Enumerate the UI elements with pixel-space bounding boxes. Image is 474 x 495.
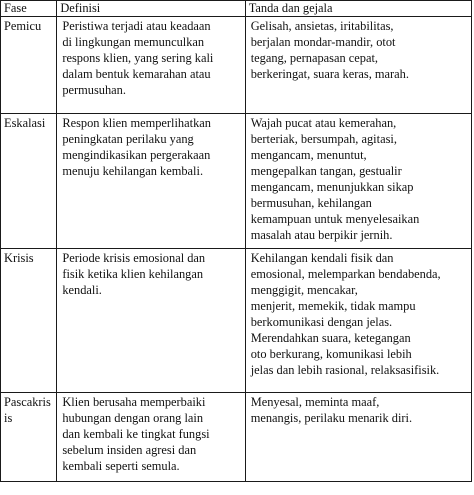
definition-line: peningkatan perilaku yang bbox=[62, 132, 194, 146]
signs-line: bermusuhan, kehilangan bbox=[250, 196, 372, 210]
signs-line: mengancam, menunjukkan sikap bbox=[250, 180, 414, 194]
definition-line: kembali seperti semula. bbox=[62, 459, 180, 473]
signs-line: menggigit, mencakar, bbox=[250, 283, 358, 297]
header-signs: Tanda dan gejala bbox=[245, 1, 471, 17]
table-header-row bbox=[1, 1, 472, 17]
signs-cell bbox=[245, 393, 471, 482]
definition-line: Respon klien memperlihatkan bbox=[62, 116, 211, 130]
phase-line: Pascakris bbox=[4, 395, 51, 409]
definition-line: Periode krisis emosional dan bbox=[62, 251, 206, 265]
table-row bbox=[1, 249, 472, 393]
signs-line: emosional, melemparkan bendabenda, bbox=[250, 267, 441, 281]
signs-cell bbox=[245, 114, 471, 249]
signs-line: Gelisah, ansietas, iritabilitas, bbox=[250, 19, 394, 33]
signs-cell bbox=[245, 249, 471, 393]
signs-line: menangis, perilaku menarik diri. bbox=[250, 411, 413, 425]
phase-line: Pemicu bbox=[4, 19, 42, 33]
header-phase: Fase bbox=[1, 1, 57, 17]
definition-line: di lingkungan memunculkan bbox=[62, 35, 205, 49]
signs-line: masalah atau berpikir jernih. bbox=[250, 228, 393, 242]
definition-line: Klien berusaha memperbaiki bbox=[62, 395, 206, 409]
signs-line: tegang, pernapasan cepat, bbox=[250, 51, 378, 65]
definition-line: dan kembali ke tingkat fungsi bbox=[62, 427, 210, 441]
signs-line: berteriak, bersumpah, agitasi, bbox=[250, 132, 397, 146]
definition-cell bbox=[57, 393, 245, 482]
signs-line: menjerit, memekik, tidak mampu bbox=[250, 299, 416, 313]
signs-line: Merendahkan suara, ketegangan bbox=[250, 331, 411, 345]
definition-line: respons klien, yang sering kali bbox=[62, 51, 214, 65]
table-row bbox=[1, 393, 472, 482]
phase-cell bbox=[1, 114, 57, 249]
table-row bbox=[1, 114, 472, 249]
phase-cell bbox=[1, 393, 57, 482]
phase-line: Krisis bbox=[4, 251, 34, 265]
table-row bbox=[1, 17, 472, 114]
definition-line: permusuhan. bbox=[62, 83, 126, 97]
signs-line: kemampuan untuk menyelesaikan bbox=[250, 212, 420, 226]
signs-line: berkomunikasi dengan jelas. bbox=[250, 315, 393, 329]
definition-line: dalam bentuk kemarahan atau bbox=[62, 67, 211, 81]
phase-line: is bbox=[4, 411, 13, 425]
definition-line: hubungan dengan orang lain bbox=[62, 411, 204, 425]
signs-cell bbox=[245, 17, 471, 114]
signs-line: oto berkurang, komunikasi lebih bbox=[250, 347, 412, 361]
definition-line: mengindikasikan pergerakaan bbox=[62, 148, 211, 162]
definition-cell bbox=[57, 17, 245, 114]
definition-line: kendali. bbox=[62, 283, 102, 297]
definition-line: sebelum insiden agresi dan bbox=[62, 443, 197, 457]
signs-line: berkeringat, suara keras, marah. bbox=[250, 67, 409, 81]
signs-line: jelas dan lebih rasional, relaksasifisik. bbox=[250, 363, 440, 377]
signs-line: mengepalkan tangan, gestualir bbox=[250, 164, 402, 178]
signs-line: Kehilangan kendali fisik dan bbox=[250, 251, 394, 265]
definition-line: Peristiwa terjadi atau keadaan bbox=[62, 19, 211, 33]
phase-cell bbox=[1, 249, 57, 393]
phase-cell bbox=[1, 17, 57, 114]
definition-cell bbox=[57, 114, 245, 249]
definition-cell bbox=[57, 249, 245, 393]
signs-line: berjalan mondar-mandir, otot bbox=[250, 35, 396, 49]
header-definition: Definisi bbox=[57, 1, 245, 17]
signs-line: Menyesal, meminta maaf, bbox=[250, 395, 380, 409]
definition-line: fisik ketika klien kehilangan bbox=[62, 267, 204, 281]
signs-line: mengancam, menuntut, bbox=[250, 148, 367, 162]
signs-line: Wajah pucat atau kemerahan, bbox=[250, 116, 397, 130]
definition-line: menuju kehilangan kembali. bbox=[62, 164, 204, 178]
phase-line: Eskalasi bbox=[4, 116, 46, 130]
